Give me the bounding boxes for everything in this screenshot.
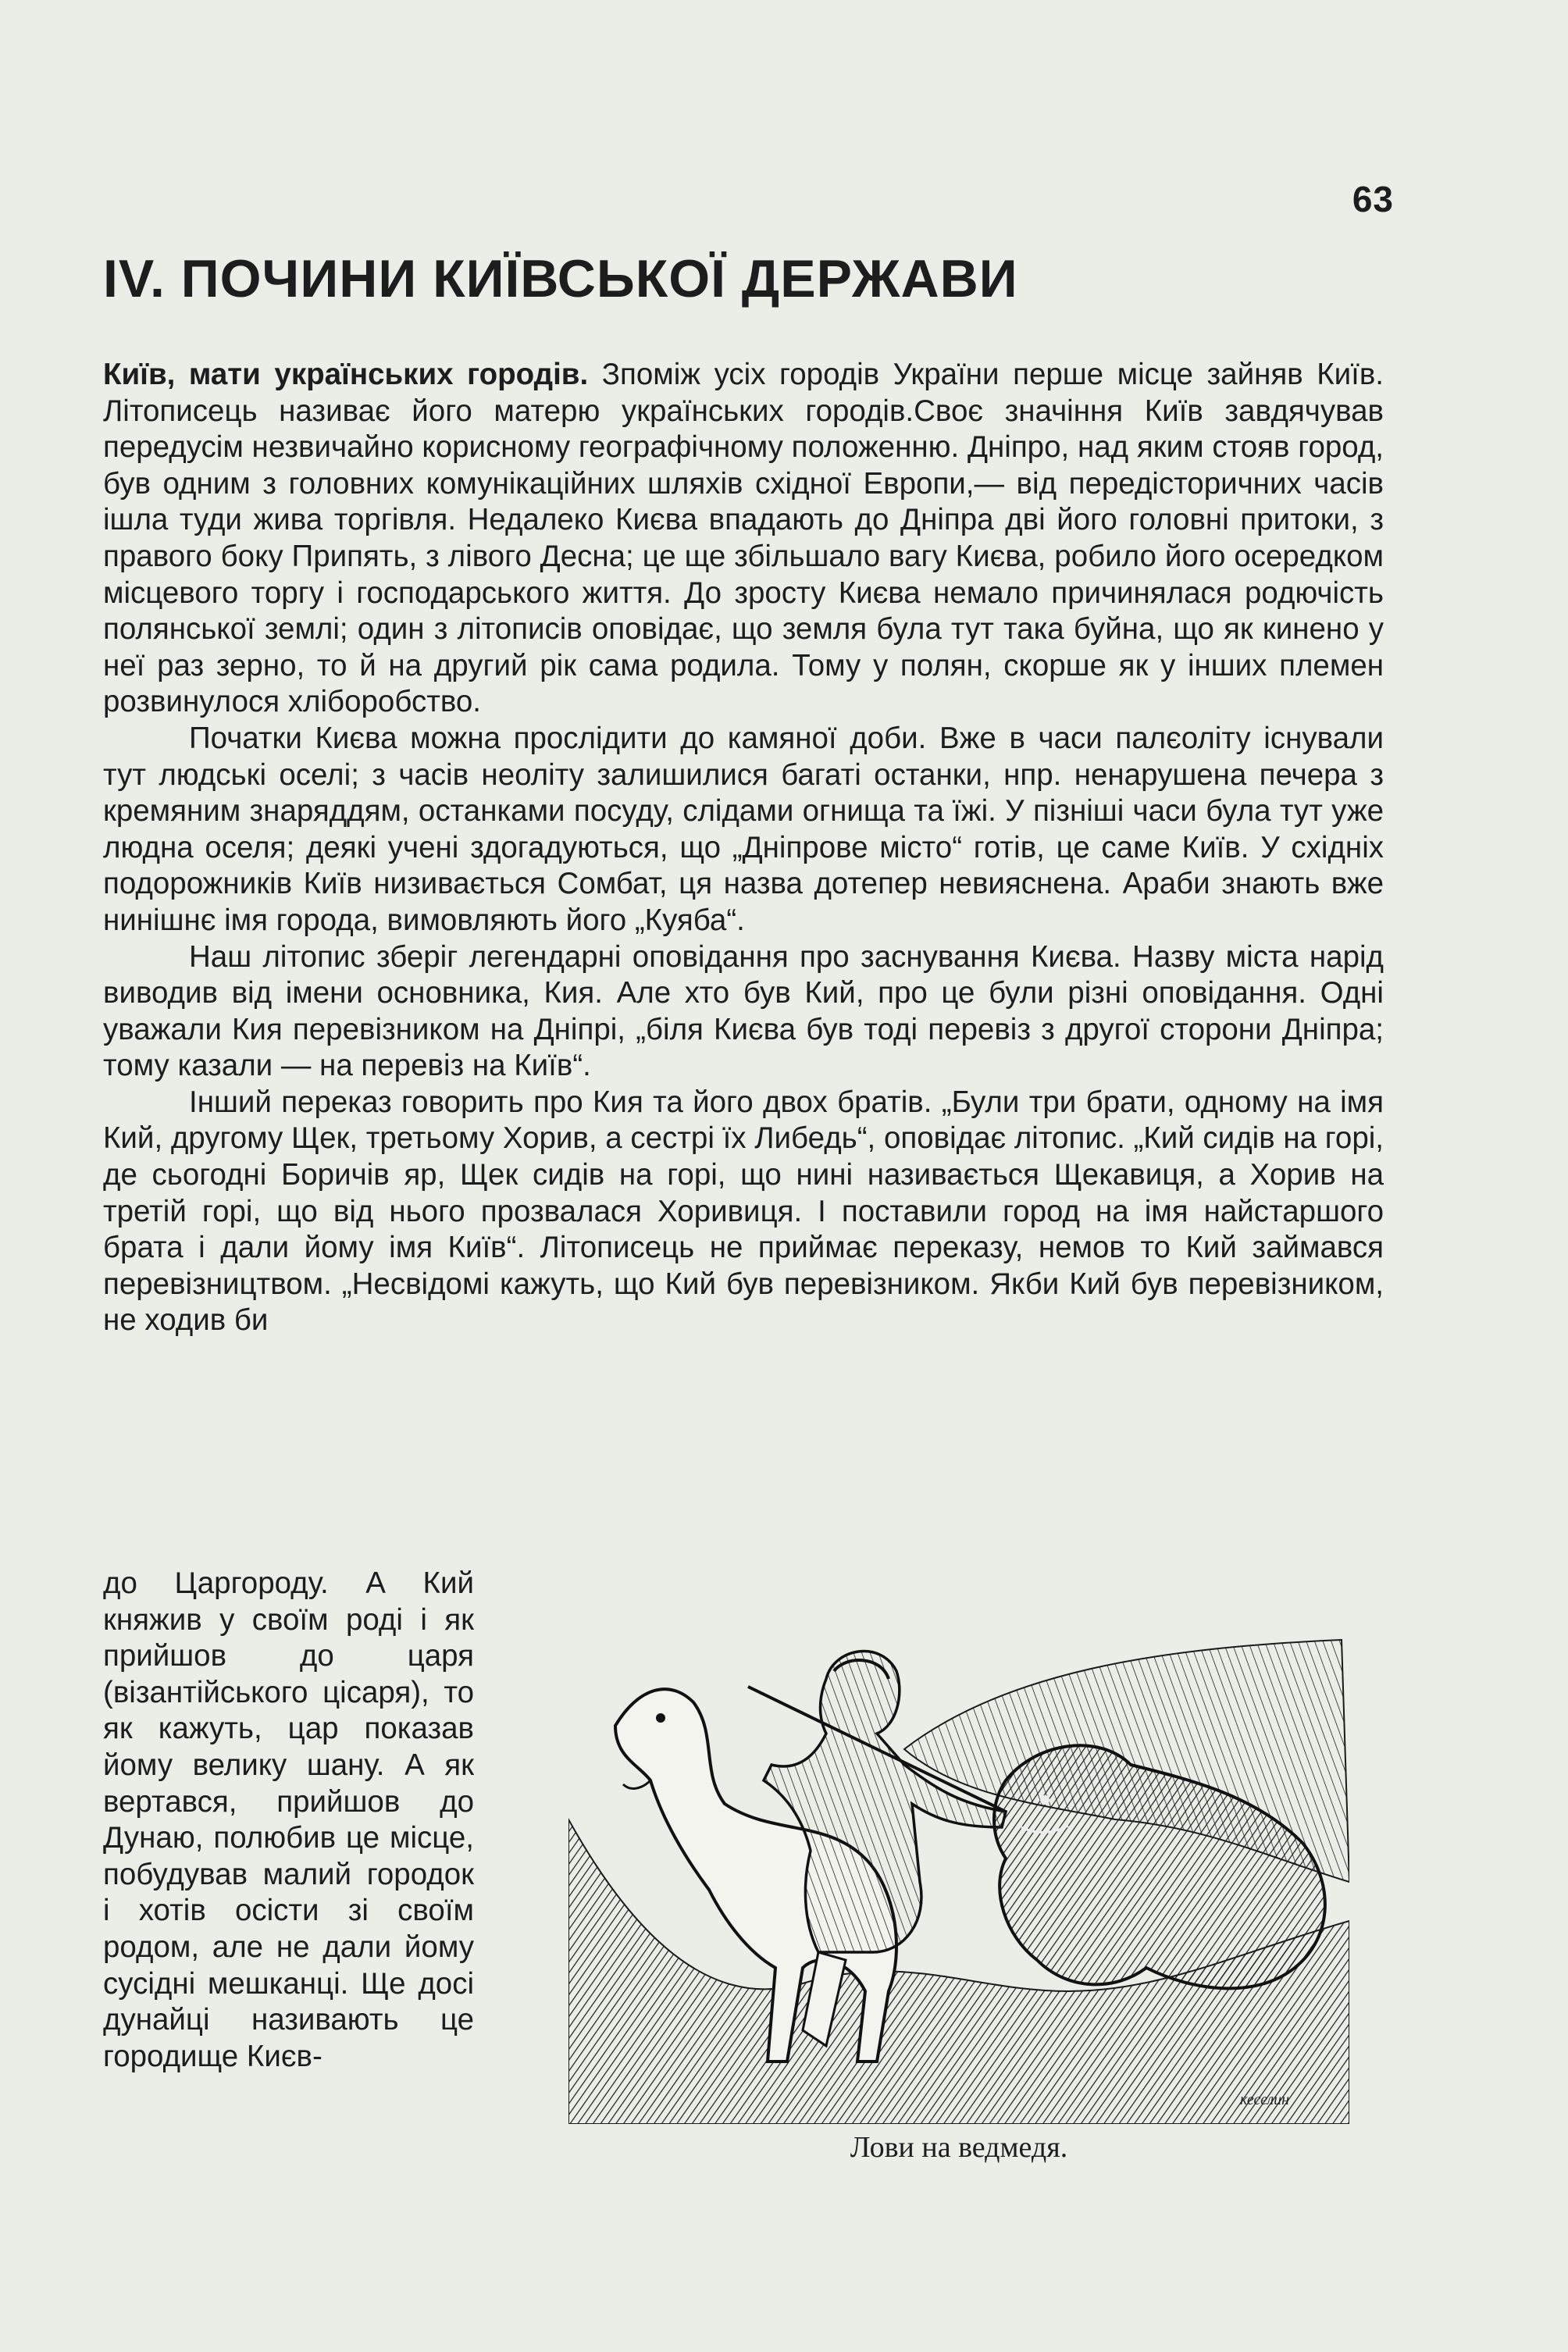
svg-text:кеселин: кеселин <box>1240 2091 1290 2108</box>
side-column-text <box>103 1566 474 2075</box>
bear-hunt-illustration <box>568 1624 1349 2124</box>
page-number: 63 <box>1352 179 1394 219</box>
paragraph-2: Початки Києва можна прослідити до камяної доби. Вже в часи палєоліту існували тут людські оселі; з часів неоліту залишилися багаті останки, нпр. ненарушена печера з кремяним знаряддям, останками посуду, слідами огнища та їжі. У пізніші часи була тут уже людна оселя; деякі учені здогадуються, що „Дніпрове місто“ готів, це саме Київ. У східніх подорожників Київ низивається Сомбат, ця назва дотепер невияснена. Араби знають вже нинішнє імя города, вимовляють його „Куяба“. <box>103 721 1384 937</box>
paragraph-3: Наш літопис зберіг легендарні оповідання про заснування Києва. Назву міста нарід виводив від імени основника, Кия. Але хто був Кий, про це були різні оповідання. Одні уважали Кия перевізником на Дніпрі, „біля Києва був тоді перевіз з другої сторони Дніпра; тому казали — на перевіз на Київ“. <box>103 939 1384 1083</box>
paragraph-4: Інший переказ говорить про Кия та його двох братів. „Були три брати, одному на імя Кий, другому Щек, третьому Хорив, а сестрі їх Либедь“, оповідає літопис. „Кий сидів на горі, де сьогодні Боричів яр, Щек сидів на горі, що нині називається Щекавиця, а Хорив на третій горі, що від нього прозвалася Хоривиця. І поставили город на імя найстаршого брата і дали йому імя Київ“. Літописець не приймає переказу, немов то Кий займався перевізництвом. „Несвідомі кажуть, що Кий був перевізником. Якби Кий був перевізником, не ходив би <box>103 1085 1384 1338</box>
paragraph-1-text: Зпоміж усіх городів України перше місце зайняв Київ. Літописець називає його матерю українських городів.Своє значіння Київ завдячував передусім незвичайно корисному географічному положенню. Дніпро, над яким стояв город, був одним з головних комунікаційних шляхів східної Европи,— від передісторичних часів ішла туди жива торгівля. Недалеко Києва впадають до Дніпра дві його головні притоки, з правого боку Припять, з лівого Десна; це ще збільшало вагу Києва, робило його осередком місцевого торгу і господарського життя. До зросту Києва немало причинялася родючість полянської землі; один з літописів оповідає, що земля була тут така буйна, що як кинено у неї раз зерно, то й на другий рік сама родила. Тому у полян, скорше як у інших племен розвинулося хліборобство. <box>103 358 1384 719</box>
section-heading: Київ, мати українських городів. <box>103 358 589 391</box>
chapter-title: IV. ПОЧИНИ КИЇВСЬКОЇ ДЕРЖАВИ <box>103 249 1018 308</box>
paragraph-1 <box>103 357 1384 721</box>
body-text <box>103 357 1384 1339</box>
figure-caption: Лови на ведмедя. <box>850 2131 1068 2164</box>
paragraph-4-continued: до Царгороду. А Кий княжив у своїм роді і як прийшов до царя (візантійського цісаря), то як кажуть, цар показав йому велику шану. А як вертався, прийшов до Дунаю, полюбив це місце, побудував малий городок і хотів осісти зі своїм родом, але не дали йому сусідні мешканці. Ще досі дунайці називають це городище Києв- <box>103 1566 474 2073</box>
